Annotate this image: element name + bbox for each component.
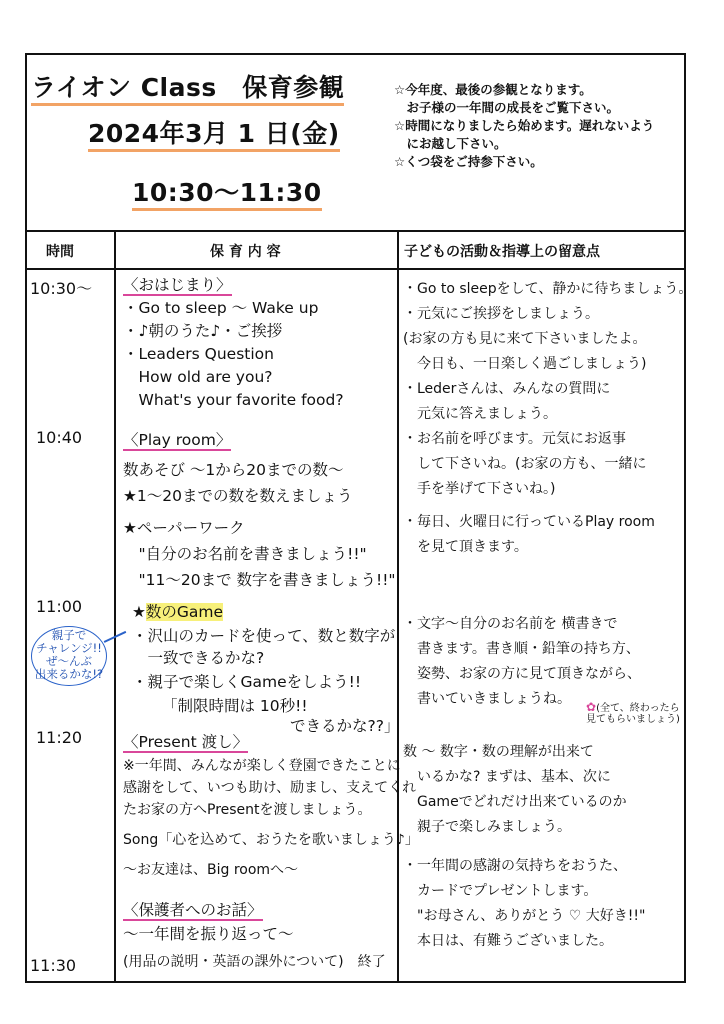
header-note: お子様の一年間の成長をご覧下さい。	[394, 100, 620, 115]
content-line: "自分のお名前を書きましょう!!"	[123, 545, 367, 563]
header-note: ☆時間になりましたら始めます。遅れないよう	[394, 118, 655, 133]
column-divider-1	[114, 230, 116, 983]
time-slot: 11:20	[36, 728, 83, 747]
header-divider	[25, 268, 686, 270]
col-header-time: 時間	[46, 244, 74, 260]
content-line: What's your favorite food?	[123, 391, 344, 409]
page-title-text: ライオン Class 保育参観	[31, 73, 344, 106]
content-line: 〜お友達は、Big roomへ〜	[123, 862, 299, 878]
flower-icon: ✿	[586, 700, 597, 714]
event-date-text: 2024年3月 1 日(金)	[88, 119, 340, 152]
notes-block-c	[403, 740, 645, 954]
section-title: 数のGame	[145, 603, 224, 621]
event-date	[88, 114, 340, 150]
bubble-line: 親子で	[51, 628, 87, 642]
note-line: して下さいね。(お家の方も、一緒に	[403, 456, 647, 472]
section-title: 〈Present 渡し〉	[123, 733, 249, 751]
section-opening	[123, 275, 344, 410]
notes-block-b	[403, 612, 641, 712]
section-play-room	[123, 430, 396, 590]
note-line: "お母さん、ありがとう ♡ 大好き!!"	[403, 908, 646, 924]
small-note-line: 見てもらいましょう)	[586, 714, 680, 725]
content-line: できるかな??」	[290, 717, 400, 735]
time-slot: 11:30	[30, 956, 77, 975]
header-note: ☆くつ袋をご持参下さい。	[394, 154, 543, 169]
content-line: ★1〜20までの数を数えましょう	[123, 487, 353, 505]
bubble-line: 出来るかな!?	[34, 667, 104, 681]
header-note: にお越し下さい。	[394, 136, 507, 151]
col-header-content: 保 育 内 容	[210, 244, 281, 260]
content-line: ※一年間、みんなが楽しく登園できたことに	[123, 758, 401, 774]
note-line: (お家の方も見に来て下さいましたよ。	[403, 331, 647, 347]
note-line: 親子で楽しみましょう。	[403, 819, 571, 835]
note-line: 書きます。書き順・鉛筆の持ち方、	[403, 641, 640, 657]
time-slot: 11:00	[36, 597, 83, 616]
section-parents-talk	[123, 900, 386, 972]
content-line: ・沢山のカードを使って、数と数字が	[132, 627, 396, 645]
table-top-line	[25, 230, 686, 232]
note-line: 本日は、有難うございました。	[403, 933, 613, 949]
content-line: 一致できるかな?	[132, 649, 265, 667]
section-number-game	[132, 602, 399, 736]
content-line: "11〜20まで 数字を書きましょう!!"	[123, 571, 396, 589]
content-line: ・親子で楽しくGameをしよう!!	[132, 673, 362, 691]
small-note-line: (全て、終わったら	[596, 703, 680, 714]
note-line: 今日も、一日楽しく過ごしましょう)	[403, 356, 647, 372]
header-notes	[394, 81, 654, 171]
content-line: How old are you?	[123, 368, 273, 386]
bubble-text	[33, 629, 105, 681]
content-line: 感謝をして、いつも助け、励まし、支えてくれ	[123, 780, 417, 796]
content-line: 数あそび 〜1から20までの数〜	[123, 461, 344, 479]
content-line: たお家の方へPresentを渡しましょう。	[123, 802, 372, 818]
note-line: ・毎日、火曜日に行っているPlay room	[403, 514, 655, 530]
note-line: 数 〜 数字・数の理解が出来て	[403, 744, 594, 760]
content-line: 「制限時間は 10秒!!	[162, 697, 308, 715]
col-header-notes: 子どもの活動＆指導上の留意点	[404, 244, 600, 260]
bubble-line: チャレンジ!!	[36, 641, 102, 655]
section-present	[123, 732, 419, 880]
content-line: (用品の説明・英語の課外について) 終了	[123, 954, 386, 970]
notes-block-a	[403, 277, 692, 560]
star-icon: ★	[132, 603, 146, 621]
note-line: 書いていきましょうね。	[403, 691, 571, 707]
content-line: Song「心を込めて、おうたを歌いましょう♪」	[123, 832, 419, 848]
note-line: 姿勢、お家の方に見て頂きながら、	[403, 666, 641, 682]
page-title	[31, 68, 344, 104]
time-slot: 10:40	[36, 428, 83, 447]
section-title: 〈保護者へのお話〉	[123, 901, 263, 919]
note-line: 元気に答えましょう。	[403, 406, 557, 422]
content-line: ・♪朝のうた♪・ご挨拶	[123, 322, 283, 340]
content-line: ・Go to sleep 〜 Wake up	[123, 299, 319, 317]
note-line: ・文字〜自分のお名前を 横書きで	[403, 616, 618, 632]
section-title: 〈Play room〉	[123, 431, 232, 449]
section-title: 〈おはじまり〉	[123, 276, 232, 294]
note-line: ・一年間の感謝の気持ちをおうた、	[403, 858, 627, 874]
note-line: ・お名前を呼びます。元気にお返事	[403, 431, 626, 447]
content-line: ・Leaders Question	[123, 345, 274, 363]
content-line: ★ペーパーワーク	[123, 519, 245, 537]
content-line: 〜一年間を振り返って〜	[123, 925, 294, 943]
note-line: ・元気にご挨拶をしましょう。	[403, 306, 599, 322]
time-slot: 10:30〜	[30, 279, 93, 298]
note-line: ・Lederさんは、みんなの質問に	[403, 381, 611, 397]
event-time-text: 10:30〜11:30	[132, 178, 322, 211]
note-line: Gameでどれだけ出来ているのか	[403, 794, 627, 810]
event-time	[132, 173, 322, 209]
note-line: 手を挙げて下さいね。)	[403, 481, 556, 497]
small-note	[586, 702, 680, 725]
header-note: ☆今年度、最後の参観となります。	[394, 82, 592, 97]
bubble-line: ぜ〜んぶ	[46, 654, 92, 668]
note-line: カードでプレゼントします。	[403, 883, 598, 899]
note-line: いるかな? まずは、基本、次に	[403, 769, 611, 785]
note-line: を見て頂きます。	[403, 539, 528, 555]
note-line: ・Go to sleepをして、静かに待ちましょう。	[403, 281, 693, 297]
